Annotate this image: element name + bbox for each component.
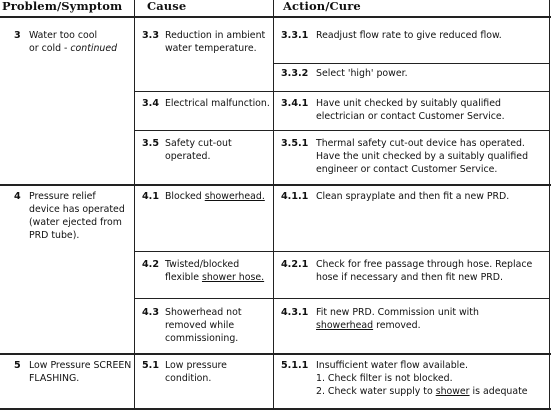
cause-4.1-line1: Blocked showerhead. <box>165 191 265 202</box>
action-4.2.1-line1: Check for free passage through hose. Replace <box>316 259 533 270</box>
action-4.1.1-line1: Clean sprayplate and then fit a new PRD. <box>316 191 510 202</box>
cause-3.4-line1: Electrical malfunction. <box>165 98 270 109</box>
cause-divider-3.3 <box>134 91 550 92</box>
problem-4-number: 4 <box>14 191 21 202</box>
cause-3.3-line2: water temperature. <box>165 43 257 54</box>
problem-5-line2: FLASHING. <box>29 373 80 384</box>
cause-4.3-line1: Showerhead not <box>165 307 242 318</box>
cause-4.1-number: 4.1 <box>142 191 159 202</box>
cause-3.3-number: 3.3 <box>142 30 159 41</box>
problem-5-number: 5 <box>14 360 21 371</box>
action-3.4.1-line2: electrician or contact Customer Service. <box>316 111 505 122</box>
action-3.4.1-number: 3.4.1 <box>281 98 309 109</box>
header-cause: Cause <box>147 0 187 13</box>
cause-5.1-number: 5.1 <box>142 360 159 371</box>
cause-3.5-line2: operated. <box>165 151 211 162</box>
action-3.3.2-number: 3.3.2 <box>281 68 309 79</box>
cause-3.5-number: 3.5 <box>142 138 159 149</box>
cause-5.1-line2: condition. <box>165 373 212 384</box>
action-4.1.1-number: 4.1.1 <box>281 191 309 202</box>
cause-4.2-line2: flexible shower hose. <box>165 272 265 283</box>
action-3.5.1-number: 3.5.1 <box>281 138 309 149</box>
cause-3.3-line1: Reduction in ambient <box>165 30 266 41</box>
problem-4-line4: PRD tube). <box>29 230 80 241</box>
action-4.2.1-number: 4.2.1 <box>281 259 309 270</box>
showerhead-link[interactable]: showerhead. <box>204 191 265 202</box>
row-divider-3-4 <box>0 184 551 186</box>
showerhead-link[interactable]: showerhead <box>316 320 374 331</box>
cause-divider-4.2 <box>134 298 550 299</box>
column-divider-1 <box>134 0 135 410</box>
action-3.3.1-line1: Readjust flow rate to give reduced flow. <box>316 30 502 41</box>
action-5.1.1-line2: 1. Check filter is not blocked. <box>316 373 453 384</box>
table-right-edge <box>549 0 550 410</box>
action-3.5.1-line1: Thermal safety cut-out device has operated. <box>316 138 525 149</box>
action-4.3.1-number: 4.3.1 <box>281 307 309 318</box>
action-3.4.1-line1: Have unit checked by suitably qualified <box>316 98 501 109</box>
cause-4.2-number: 4.2 <box>142 259 159 270</box>
action-3.5.1-line2: Have the unit checked by a suitably qualified <box>316 151 529 162</box>
problem-4-line3: (water ejected from <box>29 217 122 228</box>
action-divider-3.3.1 <box>273 63 550 64</box>
cause-divider-4.1 <box>134 251 550 252</box>
action-3.3.1-number: 3.3.1 <box>281 30 309 41</box>
cause-4.3-line3: commissioning. <box>165 333 239 344</box>
header-action: Action/Cure <box>283 0 361 13</box>
table-bottom-rule <box>0 408 551 410</box>
problem-3-line1: Water too cool <box>29 30 98 41</box>
row-divider-4-5 <box>0 353 551 355</box>
cause-5.1-line1: Low pressure <box>165 360 227 371</box>
header-problem: Problem/Symptom <box>2 0 123 13</box>
problem-4-line1: Pressure relief <box>29 191 96 202</box>
problem-4-line2: device has operated <box>29 204 125 215</box>
cause-3.4-number: 3.4 <box>142 98 159 109</box>
shower-link[interactable]: shower <box>435 386 470 397</box>
action-4.2.1-line2: hose if necessary and then fit new PRD. <box>316 272 503 283</box>
action-3.5.1-line3: engineer or contact Customer Service. <box>316 164 498 175</box>
problem-3-number: 3 <box>14 30 21 41</box>
action-4.3.1-line2: showerhead removed. <box>316 320 421 331</box>
cause-4.2-line1: Twisted/blocked <box>165 259 240 270</box>
cause-4.3-line2: removed while <box>165 320 235 331</box>
problem-5-line1: Low Pressure SCREEN <box>29 360 132 371</box>
action-4.3.1-line1: Fit new PRD. Commission unit with <box>316 307 479 318</box>
action-5.1.1-number: 5.1.1 <box>281 360 309 371</box>
column-divider-2 <box>273 0 274 410</box>
cause-4.3-number: 4.3 <box>142 307 159 318</box>
action-5.1.1-line3: 2. Check water supply to shower is adequate <box>316 386 528 397</box>
problem-3-line2: or cold - continued <box>29 43 118 54</box>
shower-hose-link[interactable]: shower hose. <box>201 272 265 283</box>
action-3.3.2-line1: Select 'high' power. <box>316 68 408 79</box>
header-bottom-rule <box>0 16 551 18</box>
cause-3.5-line1: Safety cut-out <box>165 138 232 149</box>
action-5.1.1-line1: Insufficient water flow available. <box>316 360 468 371</box>
cause-divider-3.4 <box>134 130 550 131</box>
